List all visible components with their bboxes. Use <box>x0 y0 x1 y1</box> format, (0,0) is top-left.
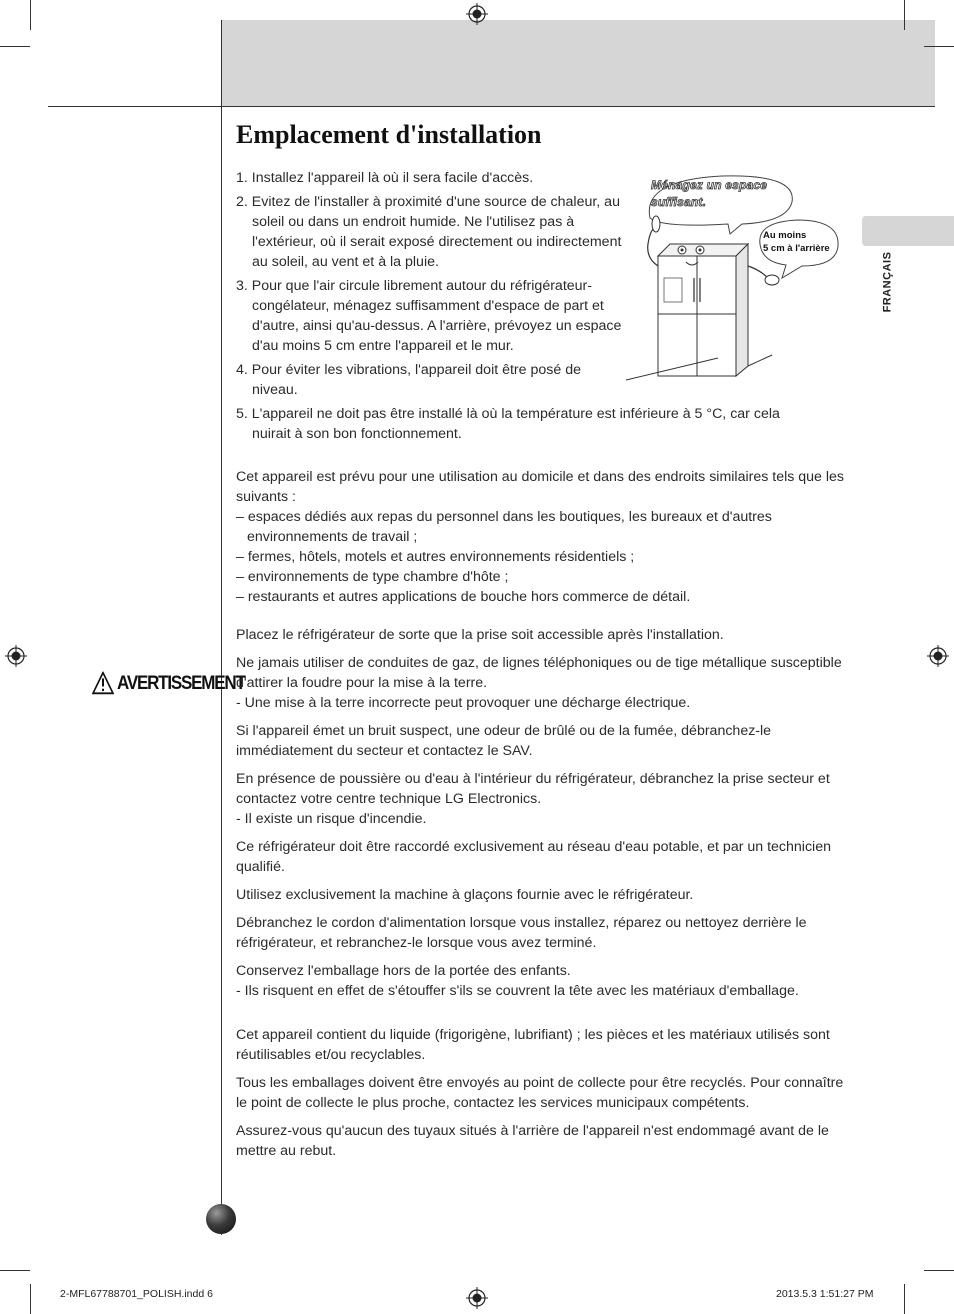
registration-mark-icon <box>466 1287 488 1309</box>
speech-bubble-side <box>763 229 843 255</box>
warning-paragraph <box>236 837 846 877</box>
speech-bubble-line: 5 cm à l'arrière <box>763 243 830 254</box>
warning-line: Ne jamais utiliser de conduites de gaz, de lignes téléphoniques ou de tige métallique susceptible d'attirer la foudre pour la mise à la terre. <box>236 655 842 691</box>
crop-mark <box>0 46 30 47</box>
crop-mark <box>904 0 905 30</box>
crop-mark <box>904 1284 905 1314</box>
speech-bubble-main: Ménagez un espace suffisant. <box>651 178 768 209</box>
warning-line: Débranchez le cordon d'alimentation lorsque vous installez, réparez ou nettoyez derrière le réfrigérateur, et rebranchez-le lorsque vous avez terminé. <box>236 915 807 951</box>
warning-label <box>92 672 245 695</box>
warning-section <box>236 653 846 1009</box>
usage-intro: Cet appareil est prévu pour une utilisation au domicile et dans des endroits similaires tels que les suivants : <box>236 469 845 505</box>
install-step: 3. Pour que l'air circule librement autour du réfrigérateur-congélateur, ménagez suffisamment d'espace de part et d'autre, ainsi qu'au-dessus. A l'arrière, prévoyez un espace d'au moins 5 cm entre l'appareil et le mur. <box>236 278 622 354</box>
usage-section <box>236 467 846 607</box>
warning-label-text: AVERTISSEMENT <box>117 671 245 694</box>
warning-paragraph <box>236 769 846 829</box>
footer-file: 2-MFL67788701_POLISH.indd 6 <box>60 1288 213 1300</box>
crop-mark <box>30 1284 31 1314</box>
warning-triangle-icon <box>92 672 114 695</box>
header-rule <box>48 106 935 107</box>
warning-line: En présence de poussière ou d'eau à l'intérieur du réfrigérateur, débranchez la prise secteur et contactez votre centre technique LG Electronics. <box>236 771 830 807</box>
warning-line: - Ils risquent en effet de s'étouffer s'ils se couvrent la tête avec les matériaux d'emballage. <box>236 983 799 999</box>
warning-line: Ce réfrigérateur doit être raccordé exclusivement au réseau d'eau potable, et par un technicien qualifié. <box>236 839 831 875</box>
usage-item: – environnements de type chambre d'hôte ; <box>236 569 509 585</box>
warning-paragraph <box>236 653 846 713</box>
usage-item: – fermes, hôtels, motels et autres environnements résidentiels ; <box>236 549 635 565</box>
crop-mark <box>924 1270 954 1271</box>
crop-mark <box>30 0 31 30</box>
warning-line: Conservez l'emballage hors de la portée des enfants. <box>236 963 571 979</box>
warning-line: Si l'appareil émet un bruit suspect, une odeur de brûlé ou de la fumée, débranchez-le immédiatement du secteur et contactez le SAV. <box>236 723 772 759</box>
footer-timestamp: 2013.5.3 1:51:27 PM <box>776 1288 874 1300</box>
warning-paragraph <box>236 885 846 905</box>
registration-mark-icon <box>927 645 949 667</box>
language-tab <box>862 216 954 246</box>
warning-line: Utilisez exclusivement la machine à glaçons fournie avec le réfrigérateur. <box>236 887 694 903</box>
warning-line: - Il existe un risque d'incendie. <box>236 811 427 827</box>
registration-mark-icon <box>466 3 488 25</box>
disposal-section <box>236 1025 846 1169</box>
disposal-paragraph: Cet appareil contient du liquide (frigorigène, lubrifiant) ; les pièces et les matériaux utilisés sont réutilisables et/ou recyclables. <box>236 1027 830 1063</box>
language-label: FRANÇAIS <box>881 251 894 313</box>
install-step: 2. Evitez de l'installer à proximité d'une source de chaleur, au soleil ou dans un endroit humide. Ne l'utilisez pas à l'extérieur, où il serait exposé directement ou indirectement au soleil, au vent et à la pluie. <box>236 194 622 270</box>
speech-bubble-line: Au moins <box>763 230 807 241</box>
header-band <box>222 20 935 106</box>
crop-mark <box>924 46 954 47</box>
install-step: 1. Installez l'appareil là où il sera facile d'accès. <box>236 170 534 186</box>
install-step: 5. L'appareil ne doit pas être installé là où la température est inférieure à 5 °C, car cela nuirait à son bon fonctionnement. <box>236 406 780 442</box>
warning-paragraph <box>236 961 846 1001</box>
plug-note: Placez le réfrigérateur de sorte que la prise soit accessible après l'installation. <box>236 627 724 643</box>
disposal-paragraph: Tous les emballages doivent être envoyés au point de collecte pour être recyclés. Pour connaître le point de collecte le plus proche, contactez les services municipaux compétents. <box>236 1075 844 1111</box>
crop-mark <box>0 1270 30 1271</box>
install-step: 4. Pour éviter les vibrations, l'appareil doit être posé de niveau. <box>236 362 581 398</box>
page-marker <box>206 1204 236 1234</box>
margin-rule <box>221 20 222 1235</box>
page-title: Emplacement d'installation <box>236 120 542 149</box>
registration-mark-icon <box>5 645 27 667</box>
warning-line: - Une mise à la terre incorrecte peut provoquer une décharge électrique. <box>236 695 691 711</box>
warning-paragraph <box>236 913 846 953</box>
usage-item: – restaurants et autres applications de bouche hors commerce de détail. <box>236 589 691 605</box>
disposal-paragraph: Assurez-vous qu'aucun des tuyaux situés à l'arrière de l'appareil n'est endommagé avant de le mettre au rebut. <box>236 1123 829 1159</box>
warning-paragraph <box>236 721 846 761</box>
usage-item: – espaces dédiés aux repas du personnel dans les boutiques, les bureaux et d'autres environnements de travail ; <box>236 509 772 545</box>
